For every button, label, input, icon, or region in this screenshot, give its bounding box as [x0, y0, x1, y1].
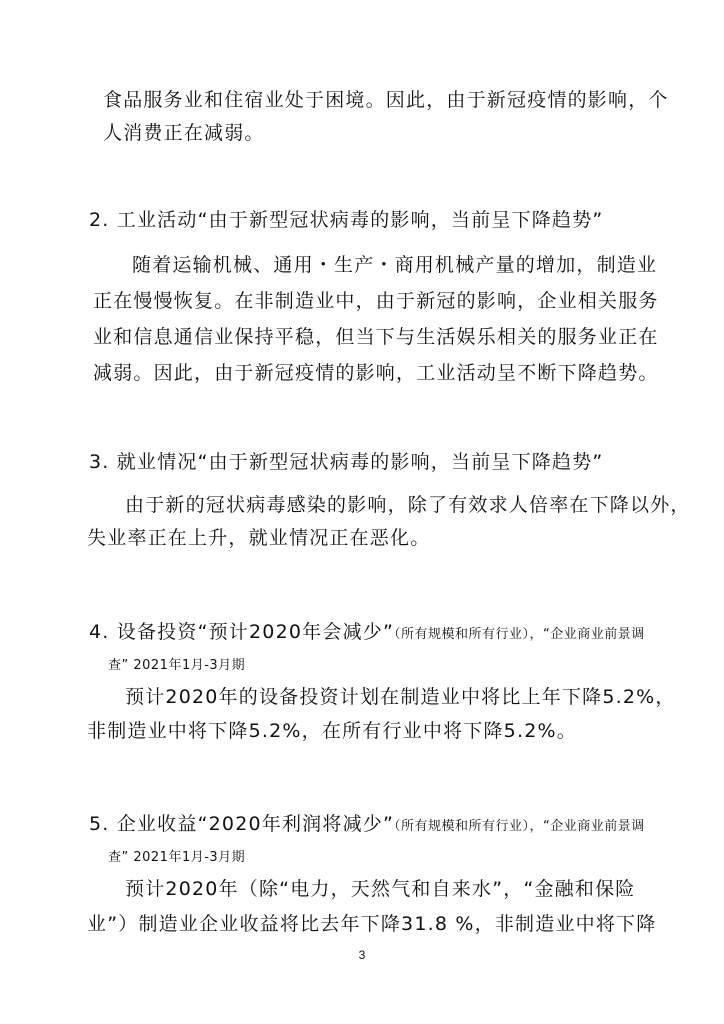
intro-line-2: 人消费正在减弱。 [103, 122, 265, 144]
section-4-heading-cont: 查” 2021年1月-3月期 [108, 658, 246, 673]
section-2-heading: 2. 工业活动“由于新型冠状病毒的影响，当前呈下降趋势” [89, 209, 604, 231]
section-3-line-2: 失业率正在上升，就业情况正在恶化。 [87, 527, 431, 549]
section-2-line-2: 正在慢慢恢复。在非制造业中，由于新冠的影响，企业相关服务 [93, 290, 659, 312]
section-2-line-3: 业和信息通信业保持平稳，但当下与生活娱乐相关的服务业正在 [93, 326, 659, 348]
section-2-line-1: 随着运输机械、通用・生产・商用机械产量的增加，制造业 [132, 254, 658, 276]
section-3-line-1: 由于新的冠状病毒感染的影响，除了有效求人倍率在下降以外， [125, 494, 691, 516]
section-4-line-1: 预计2020年的设备投资计划在制造业中将比上年下降5.2%， [125, 686, 676, 708]
section-3-heading: 3. 就业情况“由于新型冠状病毒的影响，当前呈下降趋势” [89, 451, 604, 473]
section-5-heading-note: （所有规模和所有行业），“企业商业前景调 [394, 819, 645, 834]
section-2-line-4: 减弱。因此，由于新冠疫情的影响，工业活动呈不断下降趋势。 [93, 362, 659, 384]
section-5-line-1: 预计2020年（除“电力，天然气和自来水”，“金融和保险 [125, 878, 636, 900]
section-5-line-2: 业”）制造业企业收益将比去年下降31.8 %，非制造业中将下降 [87, 913, 657, 935]
intro-line-1: 食品服务业和住宿业处于困境。因此，由于新冠疫情的影响，个 [103, 89, 669, 111]
page-number: 3 [358, 948, 366, 962]
section-4-heading [89, 620, 645, 647]
section-4-heading-main: 4. 设备投资“预计2020年会减少” [89, 621, 395, 643]
section-5-heading-main: 5. 企业收益“2020年利润将减少” [89, 813, 395, 835]
section-4-line-2: 非制造业中将下降5.2%，在所有行业中将下降5.2%。 [87, 720, 577, 742]
section-5-heading-cont: 查” 2021年1月-3月期 [108, 850, 246, 865]
section-5-heading [89, 812, 645, 839]
section-4-heading-note: （所有规模和所有行业），“企业商业前景调 [394, 627, 645, 642]
